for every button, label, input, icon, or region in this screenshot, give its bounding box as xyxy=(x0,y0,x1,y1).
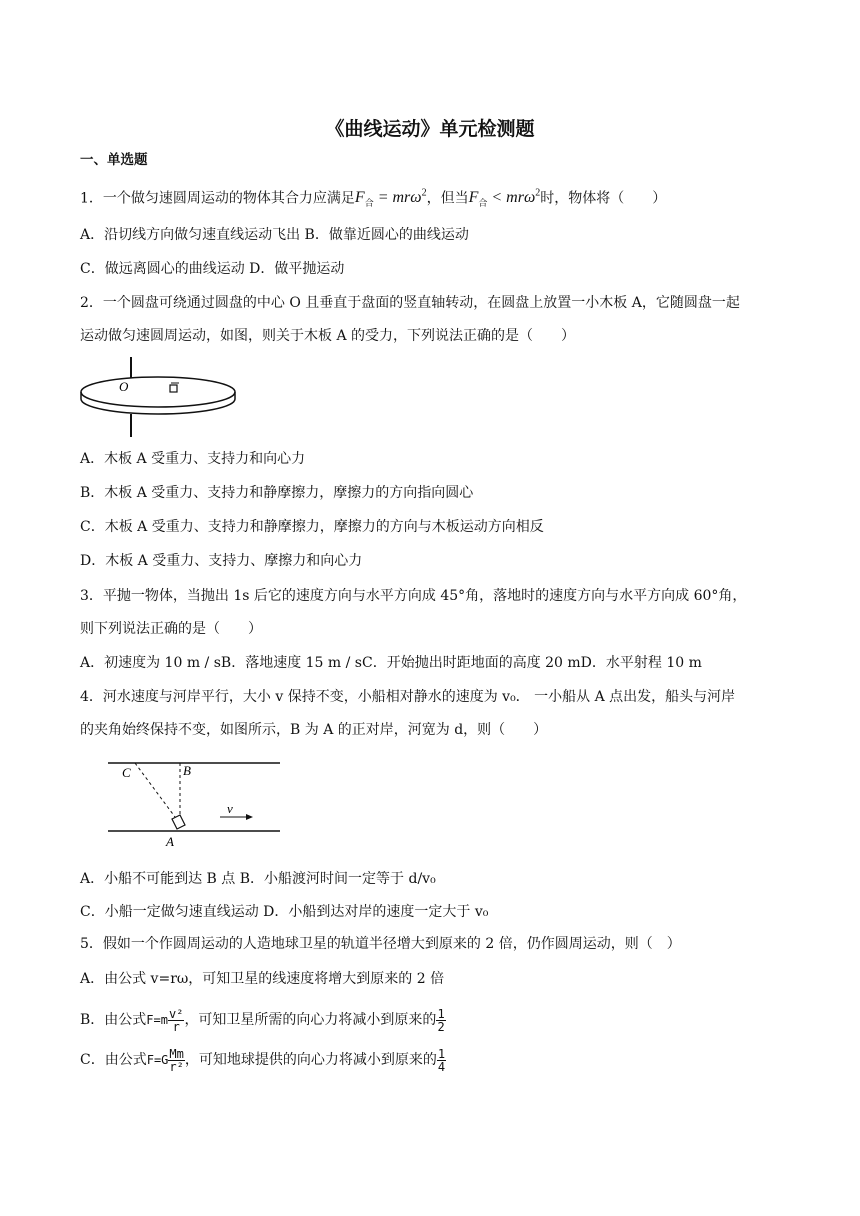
point-a-label: A xyxy=(166,834,174,849)
q1-prefix: 1．一个做匀速圆周运动的物体其合力应满足 xyxy=(80,190,355,207)
q4-stem-line-2: 的夹角始终保持不变，如图所示，B 为 A 的正对岸，河宽为 d，则（ ） xyxy=(80,722,548,738)
river-velocity-label: v xyxy=(227,801,233,816)
q5-option-b: B．由公式F=m $\frac{\text{v²}}{r}$ ，可知卫星所需的向心力将减小到原来的 $\frac{1}{2}$ xyxy=(80,1006,445,1034)
q1-middle: ，但当 xyxy=(426,190,469,207)
q1-equation-1: $F_合 = mr\omega^2$ xyxy=(354,188,427,209)
q1-options-cd: C．做远离圆心的曲线运动 D．做平抛运动 xyxy=(80,261,345,277)
q5c-ratio-fraction: $\frac{1}{4}$ xyxy=(437,1046,446,1074)
q3-stem-line-2: 则下列说法正确的是（ ） xyxy=(80,621,262,637)
q5b-formula-fraction: $\frac{\text{v²}}{r}$ xyxy=(168,1006,184,1034)
q3-options: A．初速度为 10 m / sB．落地速度 15 m / sC．开始抛出时距地面的高度 20 mD．水平射程 10 m xyxy=(80,655,702,671)
q1-suffix: 时，物体将（ ） xyxy=(540,190,667,207)
q2-option-b: B．木板 A 受重力、支持力和静摩擦力，摩擦力的方向指向圆心 xyxy=(80,485,474,501)
section-heading: 一、单选题 xyxy=(80,152,148,168)
q2-stem-line-1: 2．一个圆盘可绕通过圆盘的中心 O 且垂直于盘面的竖直轴转动，在圆盘上放置一小木板 A，它随圆盘一起 xyxy=(80,295,740,311)
q1-options-ab: A．沿切线方向做匀速直线运动飞出 B．做靠近圆心的曲线运动 xyxy=(80,227,469,243)
q5-option-a: A．由公式 v=rω，可知卫星的线速度将增大到原来的 2 倍 xyxy=(80,971,445,987)
q4-options-ab: A．小船不可能到达 B 点 B．小船渡河时间一定等于 d/v₀ xyxy=(80,871,436,887)
disc-center-label: O xyxy=(119,379,129,394)
q1-equation-2: $F_合 < mr\omega^2$ xyxy=(468,188,541,209)
q4-options-cd: C．小船一定做匀速直线运动 D．小船到达对岸的速度一定大于 v₀ xyxy=(80,904,489,920)
q5b-formula-left: F=m xyxy=(146,1013,168,1027)
boat-icon xyxy=(172,815,185,829)
point-b-label: B xyxy=(183,763,191,778)
q2-option-d: D．木板 A 受重力、支持力、摩擦力和向心力 xyxy=(80,553,363,569)
q5-stem: 5．假如一个作圆周运动的人造地球卫星的轨道半径增大到原来的 2 倍，仍作圆周运动，则（ ） xyxy=(80,936,681,952)
point-c-label: C xyxy=(122,765,131,780)
q5b-ratio-fraction: $\frac{1}{2}$ xyxy=(437,1006,445,1034)
q2-option-a: A．木板 A 受重力、支持力和向心力 xyxy=(80,451,306,467)
q2-option-c: C．木板 A 受重力、支持力和静摩擦力，摩擦力的方向与木板运动方向相反 xyxy=(80,519,544,535)
q3-stem-line-1: 3．平抛一物体，当抛出 1s 后它的速度方向与水平方向成 45°角，落地时的速度方向与水平方向成 60°角， xyxy=(80,588,747,604)
question-1-stem xyxy=(80,184,666,214)
q5c-formula-left: F=G xyxy=(146,1053,169,1067)
q5c-formula-fraction: $\frac{Mm}{\text{r²}}$ xyxy=(169,1046,184,1074)
q4-stem-line-1: 4．河水速度与河岸平行，大小 v 保持不变，小船相对静水的速度为 v₀． 一小船从 A 点出发，船头与河岸 xyxy=(80,689,736,705)
small-board-a xyxy=(170,385,177,392)
document-title: 《曲线运动》单元检测题 xyxy=(325,118,535,140)
rotating-disc-figure xyxy=(78,355,238,440)
q2-stem-line-2: 运动做匀速圆周运动，如图，则关于木板 A 的受力，下列说法正确的是（ ） xyxy=(80,328,576,344)
q5-option-c: C．由公式F=G $\frac{Mm}{\text{r²}}$ ，可知地球提供的向心力将减小到原来的 $\frac{1}{4}$ xyxy=(80,1046,446,1074)
river-crossing-figure xyxy=(100,755,285,850)
